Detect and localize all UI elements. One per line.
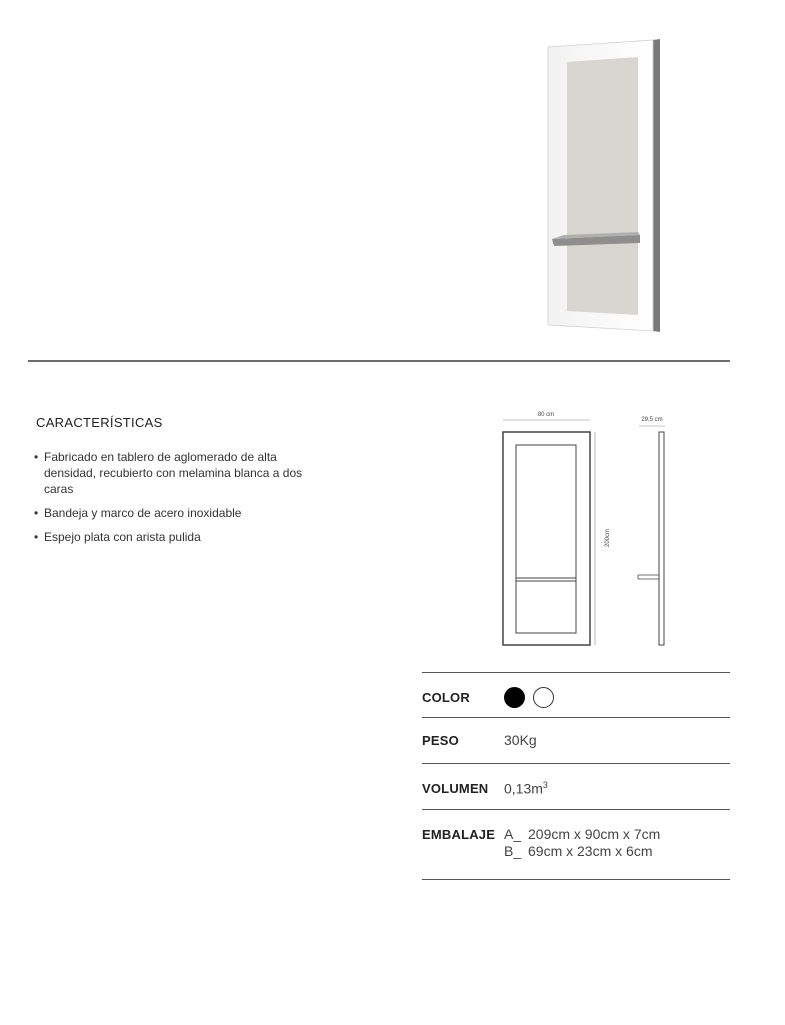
spec-row-packaging [422, 826, 730, 862]
feature-item: • Espejo plata con arista pulida [34, 529, 309, 545]
product-image [540, 35, 665, 335]
front-view [503, 412, 611, 645]
color-swatches [504, 687, 558, 708]
package-id: B_ [504, 843, 522, 859]
volume-value [504, 780, 548, 797]
package-item [504, 826, 660, 843]
spec-divider [422, 717, 730, 718]
features-title: CARACTERÍSTICAS [36, 415, 163, 430]
spec-divider [422, 763, 730, 764]
height-dimension-label: 200cm [605, 528, 611, 548]
features-list [34, 449, 309, 553]
volume-number: 0,13m [504, 780, 543, 797]
color-swatch-white[interactable] [533, 687, 554, 708]
color-swatch-black[interactable] [504, 687, 525, 708]
color-label: COLOR [422, 689, 470, 705]
packaging-label: EMBALAJE [422, 827, 496, 842]
depth-dimension-label: 29,5 cm [641, 417, 663, 423]
width-dimension-label: 80 cm [537, 412, 555, 418]
package-id: A_ [504, 826, 522, 842]
package-size: 209cm x 90cm x 7cm [528, 826, 661, 842]
technical-drawing [495, 405, 675, 655]
weight-value: 30Kg [504, 732, 537, 748]
volume-exponent: 3 [542, 779, 548, 790]
side-view [638, 417, 665, 645]
feature-item: • Bandeja y marco de acero inoxidable [34, 505, 309, 521]
package-item [504, 843, 660, 860]
spec-row-color [422, 684, 730, 710]
section-divider [28, 360, 730, 362]
packaging-values [504, 826, 660, 860]
volume-label: VOLUMEN [422, 780, 489, 796]
weight-label: PESO [422, 732, 459, 748]
spec-row-weight [422, 730, 730, 750]
package-size: 69cm x 23cm x 6cm [528, 843, 653, 859]
spec-divider [422, 809, 730, 810]
spec-divider [422, 879, 730, 880]
spec-divider [422, 672, 730, 673]
spec-row-volume [422, 777, 730, 799]
feature-item: • Fabricado en tablero de aglomerado de alta densidad, recubierto con melamina blanca a dos caras [34, 449, 309, 497]
